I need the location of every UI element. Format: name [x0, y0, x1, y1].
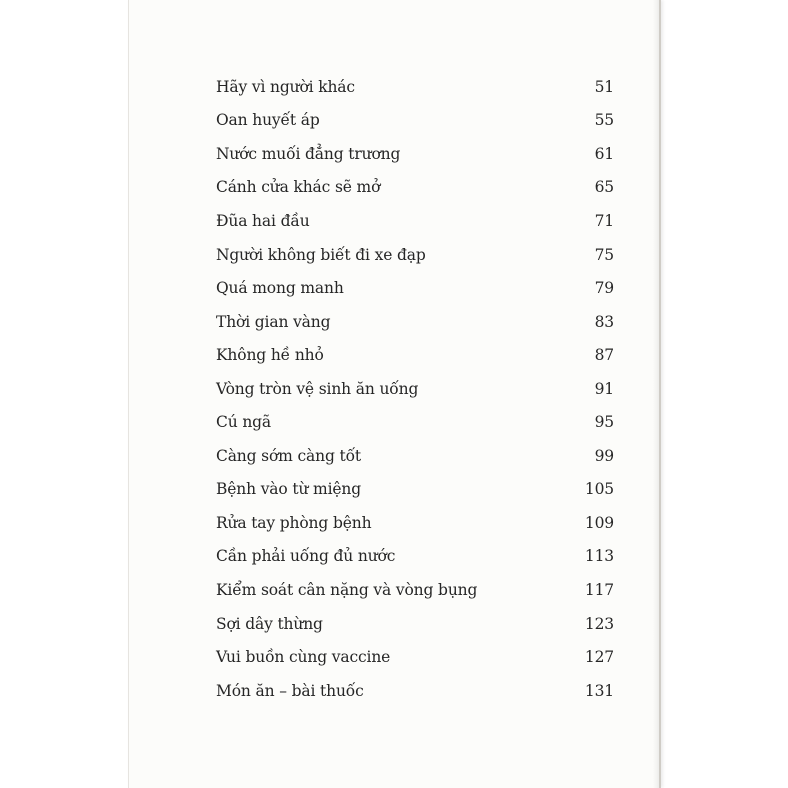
toc-entry-page: 83 [594, 312, 614, 331]
toc-entry-title: Quá mong manh [216, 279, 344, 298]
toc-entry [216, 305, 614, 339]
toc-entry [216, 640, 614, 674]
toc-entry-title: Rửa tay phòng bệnh [216, 513, 372, 532]
toc-entry [216, 137, 614, 171]
toc-entry [216, 473, 614, 507]
toc-entry-page: 55 [594, 111, 614, 130]
toc-entry-page: 71 [594, 211, 614, 230]
toc-entry [216, 204, 614, 238]
toc-entry-page: 95 [594, 413, 614, 432]
toc-entry-title: Không hề nhỏ [216, 346, 324, 365]
toc-entry-title: Kiểm soát cân nặng và vòng bụng [216, 580, 478, 599]
toc-entry [216, 506, 614, 540]
toc-entry [216, 573, 614, 607]
toc-entry-title: Sợi dây thừng [216, 614, 323, 633]
toc-entry-title: Nước muối đẳng trương [216, 144, 401, 163]
toc-entry-title: Món ăn – bài thuốc [216, 681, 364, 700]
toc-entry-page: 61 [594, 144, 614, 163]
toc-entry-title: Người không biết đi xe đạp [216, 245, 426, 264]
table-of-contents [216, 70, 614, 707]
toc-entry-title: Bệnh vào từ miệng [216, 480, 362, 499]
toc-entry [216, 372, 614, 406]
toc-entry [216, 607, 614, 641]
toc-entry-page: 127 [584, 648, 614, 667]
toc-entry [216, 338, 614, 372]
toc-entry-title: Đũa hai đầu [216, 211, 310, 230]
toc-entry-page: 91 [594, 379, 614, 398]
toc-entry-page: 75 [594, 245, 614, 264]
toc-entry-page: 79 [594, 279, 614, 298]
toc-entry-page: 109 [584, 513, 614, 532]
toc-entry [216, 70, 614, 104]
toc-entry [216, 405, 614, 439]
toc-entry-title: Vui buồn cùng vaccine [216, 648, 391, 667]
toc-entry-page: 87 [594, 346, 614, 365]
toc-entry-page: 117 [584, 580, 614, 599]
toc-entry [216, 104, 614, 138]
toc-entry-title: Thời gian vàng [216, 312, 331, 331]
toc-entry-title: Càng sớm càng tốt [216, 446, 361, 465]
toc-entry-page: 105 [584, 480, 614, 499]
toc-entry [216, 439, 614, 473]
toc-entry-title: Cánh cửa khác sẽ mở [216, 178, 381, 197]
toc-entry [216, 540, 614, 574]
toc-entry [216, 238, 614, 272]
toc-entry-page: 99 [594, 446, 614, 465]
toc-entry-page: 51 [594, 77, 614, 96]
toc-entry-page: 113 [584, 547, 614, 566]
toc-entry [216, 171, 614, 205]
toc-entry-title: Vòng tròn vệ sinh ăn uống [216, 379, 419, 398]
toc-entry [216, 674, 614, 708]
toc-entry-title: Hãy vì người khác [216, 77, 355, 96]
toc-entry-page: 65 [594, 178, 614, 197]
toc-entry-page: 123 [584, 614, 614, 633]
page-edge-shadow [653, 0, 659, 788]
toc-entry-title: Cú ngã [216, 413, 272, 432]
toc-entry-title: Cần phải uống đủ nước [216, 547, 396, 566]
toc-entry-title: Oan huyết áp [216, 111, 320, 130]
toc-entry-page: 131 [584, 681, 614, 700]
toc-entry [216, 271, 614, 305]
